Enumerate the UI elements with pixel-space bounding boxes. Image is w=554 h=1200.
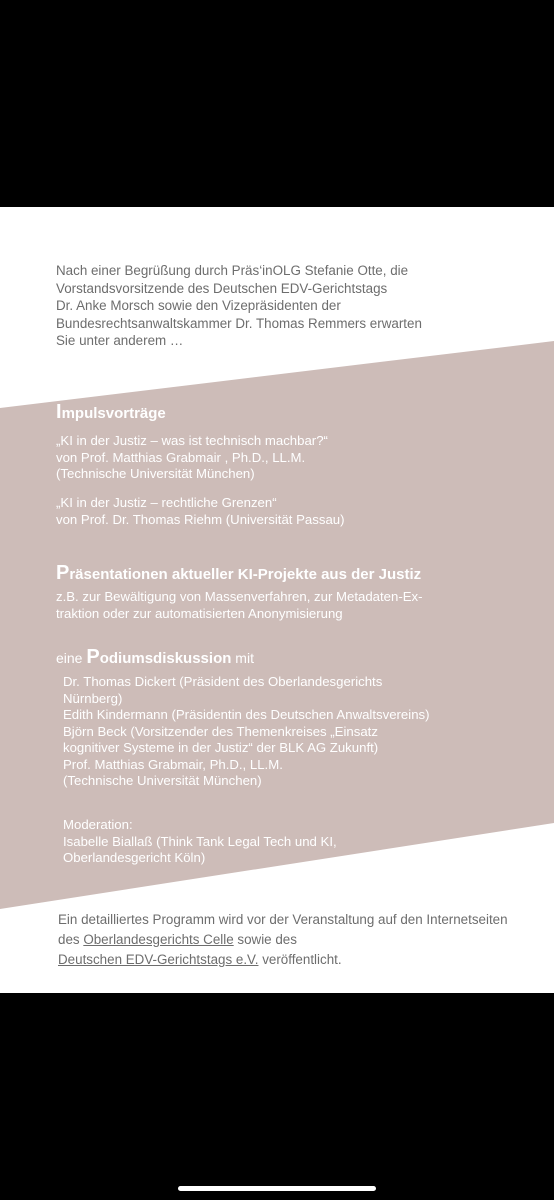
presentations-body: z.B. zur Bewältigung von Massenverfahren, zur Metadaten-Ex- traktion oder zur automatisierten Anonymisierung: [56, 589, 423, 621]
panel-participants: Dr. Thomas Dickert (Präsident des Oberlandesgerichts Nürnberg) Edith Kindermann (Präsidentin des Deutschen Anwaltsvereins) Björn Beck (Vorsitzender des Themenkreises „Einsatz kognitiver Systeme in der Justiz“ der BLK AG Zukunft) Prof. Matthias Grabmair, Ph.D., LL.M. (Technische Universität München): [63, 674, 430, 788]
edv-gerichtstag-link[interactable]: Deutschen EDV-Gerichtstags e.V.: [58, 952, 259, 967]
panel-moderation: Moderation: Isabelle Biallaß (Think Tank Legal Tech und KI, Oberlandesgericht Köln): [63, 817, 337, 865]
intro-paragraph: Nach einer Begrüßung durch Präs‘inOLG Stefanie Otte, die Vorstandsvorsitzende des Deutschen EDV-Gerichtstags Dr. Anke Morsch sowie den Vizepräsidenten der Bundesrechtsanwaltskammer Dr. Thomas Remmers erwarten Sie unter anderem …: [56, 263, 422, 348]
panel-heading: eine Podiumsdiskussion mit: [56, 646, 254, 668]
olg-celle-link[interactable]: Oberlandesgerichts Celle: [83, 932, 234, 947]
program-note: Ein detailliertes Programm wird vor der Veranstaltung auf den Internetseiten des Oberlandesgerichts Celle sowie des Deutschen EDV-Gerichtstags e.V. veröffentlicht.: [58, 912, 508, 967]
impulse-talk-1: „KI in der Justiz – was ist technisch machbar?“ von Prof. Matthias Grabmair , Ph.D., LL.M. (Technische Universität München): [56, 433, 328, 481]
impulse-heading: Impulsvorträge: [56, 401, 166, 423]
document-page: [0, 207, 554, 993]
impulse-talk-2: „KI in der Justiz – rechtliche Grenzen“ von Prof. Dr. Thomas Riehm (Universität Passau): [56, 495, 345, 527]
presentations-heading: Präsentationen aktueller KI-Projekte aus der Justiz: [56, 562, 422, 584]
home-indicator[interactable]: [178, 1186, 376, 1191]
